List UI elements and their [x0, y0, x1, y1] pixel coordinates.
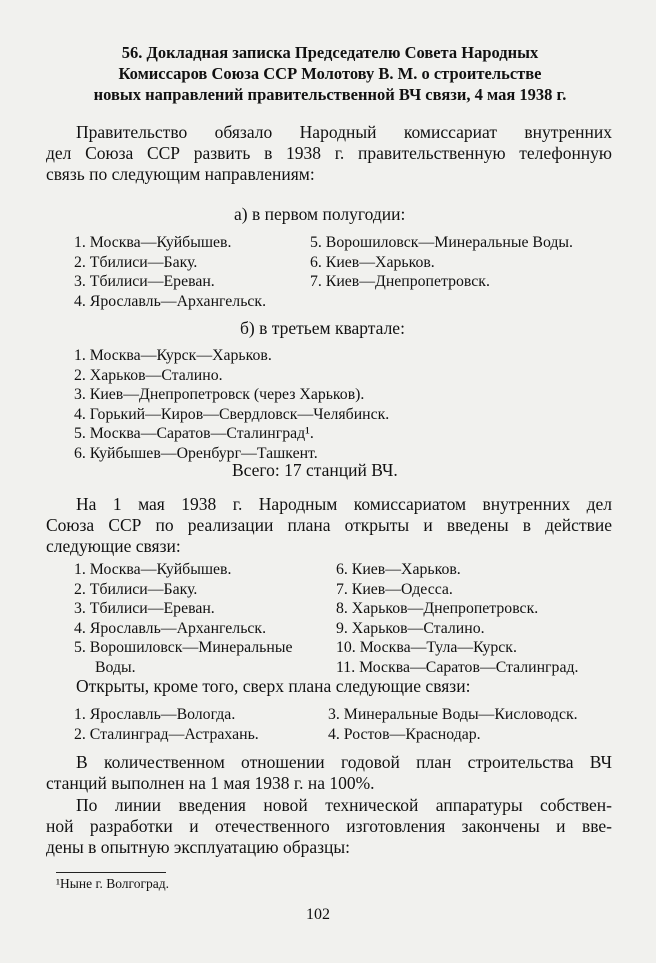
paragraph-line: связь по следующим направлениям:: [46, 164, 315, 184]
extra-list-right: [328, 705, 578, 744]
page-number: 102: [306, 906, 330, 923]
paragraph-line: По линии введения новой технической аппаратуры собствен-: [76, 795, 612, 815]
section-a-list-right: [310, 233, 573, 292]
list-item: 2. Сталинград—Астрахань.: [74, 725, 259, 743]
footnote-divider: [56, 872, 166, 873]
list-item: 6. Куйбышев—Оренбург—Ташкент.: [74, 444, 318, 462]
opened-list-right: [336, 560, 578, 677]
list-item: 10. Москва—Тула—Курск.: [336, 639, 517, 656]
list-item: 1. Москва—Курск—Харьков.: [74, 347, 272, 364]
paragraph-line: Союза ССР по реализации плана открыты и введены в действие: [46, 515, 612, 535]
extra-heading: Открыты, кроме того, сверх плана следующие связи:: [76, 676, 471, 696]
list-item: 9. Харьков—Сталино.: [336, 619, 485, 637]
list-item: 3. Минеральные Воды—Кисловодск.: [328, 706, 578, 723]
list-item: 1. Москва—Куйбышев.: [74, 234, 232, 251]
intro-paragraph: [46, 122, 612, 185]
paragraph-line: Правительство обязало Народный комиссариат внутренних: [76, 122, 612, 142]
section-a-list-left: [74, 233, 266, 311]
title-line: 56. Докладная записка Председателю Совета Народных: [121, 43, 539, 62]
paragraph-line: ной разработки и отечественного изготовления закончены и вве-: [46, 816, 612, 836]
technical-paragraph: [46, 795, 612, 858]
extra-list-left: [74, 705, 259, 744]
list-item: 2. Тбилиси—Баку.: [74, 580, 198, 598]
list-item: 6. Киев—Харьков.: [310, 253, 435, 271]
paragraph-line: В количественном отношении годовой план строительства ВЧ: [76, 752, 612, 772]
opened-list-left: [74, 560, 292, 677]
list-item: 4. Ростов—Краснодар.: [328, 725, 481, 743]
list-item: 8. Харьков—Днепропетровск.: [336, 600, 539, 617]
may1-paragraph: [46, 494, 612, 557]
list-item: 1. Москва—Куйбышев.: [74, 561, 232, 578]
paragraph-line: дел Союза ССР развить в 1938 г. правительственную телефонную: [46, 143, 612, 163]
document-title: [60, 42, 600, 105]
quantitative-paragraph: [46, 752, 612, 794]
paragraph-line: станций выполнен на 1 мая 1938 г. на 100%.: [46, 773, 375, 793]
title-line: новых направлений правительственной ВЧ связи, 4 мая 1938 г.: [93, 85, 567, 104]
list-item: 5. Ворошиловск—Минеральные: [74, 639, 293, 656]
list-item: 1. Ярославль—Вологда.: [74, 706, 236, 723]
list-item: 7. Киев—Одесса.: [336, 580, 453, 598]
section-b-heading: б) в третьем квартале:: [240, 318, 405, 338]
paragraph-line: На 1 мая 1938 г. Народным комиссариатом внутренних дел: [76, 494, 612, 514]
list-item: 4. Ярославль—Архангельск.: [74, 292, 267, 310]
list-item: 7. Киев—Днепропетровск.: [310, 273, 490, 290]
paragraph-line: следующие связи:: [46, 536, 181, 556]
list-item: 6. Киев—Харьков.: [336, 561, 461, 578]
total-stations: Всего: 17 станций ВЧ.: [232, 460, 398, 480]
list-item: 5. Ворошиловск—Минеральные Воды.: [310, 234, 573, 251]
footnote: ¹Ныне г. Волгоград.: [56, 876, 170, 891]
title-line: Комиссаров Союза ССР Молотову В. М. о строительстве: [118, 64, 542, 83]
list-item: 4. Горький—Киров—Свердловск—Челябинск.: [74, 405, 390, 423]
list-item: 3. Тбилиси—Ереван.: [74, 600, 215, 617]
list-item: 2. Харьков—Сталино.: [74, 366, 223, 384]
list-item: 2. Тбилиси—Баку.: [74, 253, 198, 271]
list-item: 11. Москва—Саратов—Сталинград.: [336, 658, 579, 676]
list-item-continuation: Воды.: [95, 658, 136, 676]
list-item: 3. Тбилиси—Ереван.: [74, 273, 215, 290]
section-b-list: [74, 346, 389, 463]
section-a-heading: а) в первом полугодии:: [234, 204, 406, 224]
list-item: 5. Москва—Саратов—Сталинград¹.: [74, 425, 314, 442]
list-item: 3. Киев—Днепропетровск (через Харьков).: [74, 386, 365, 403]
list-item: 4. Ярославль—Архангельск.: [74, 619, 267, 637]
paragraph-line: дены в опытную эксплуатацию образцы:: [46, 837, 351, 857]
